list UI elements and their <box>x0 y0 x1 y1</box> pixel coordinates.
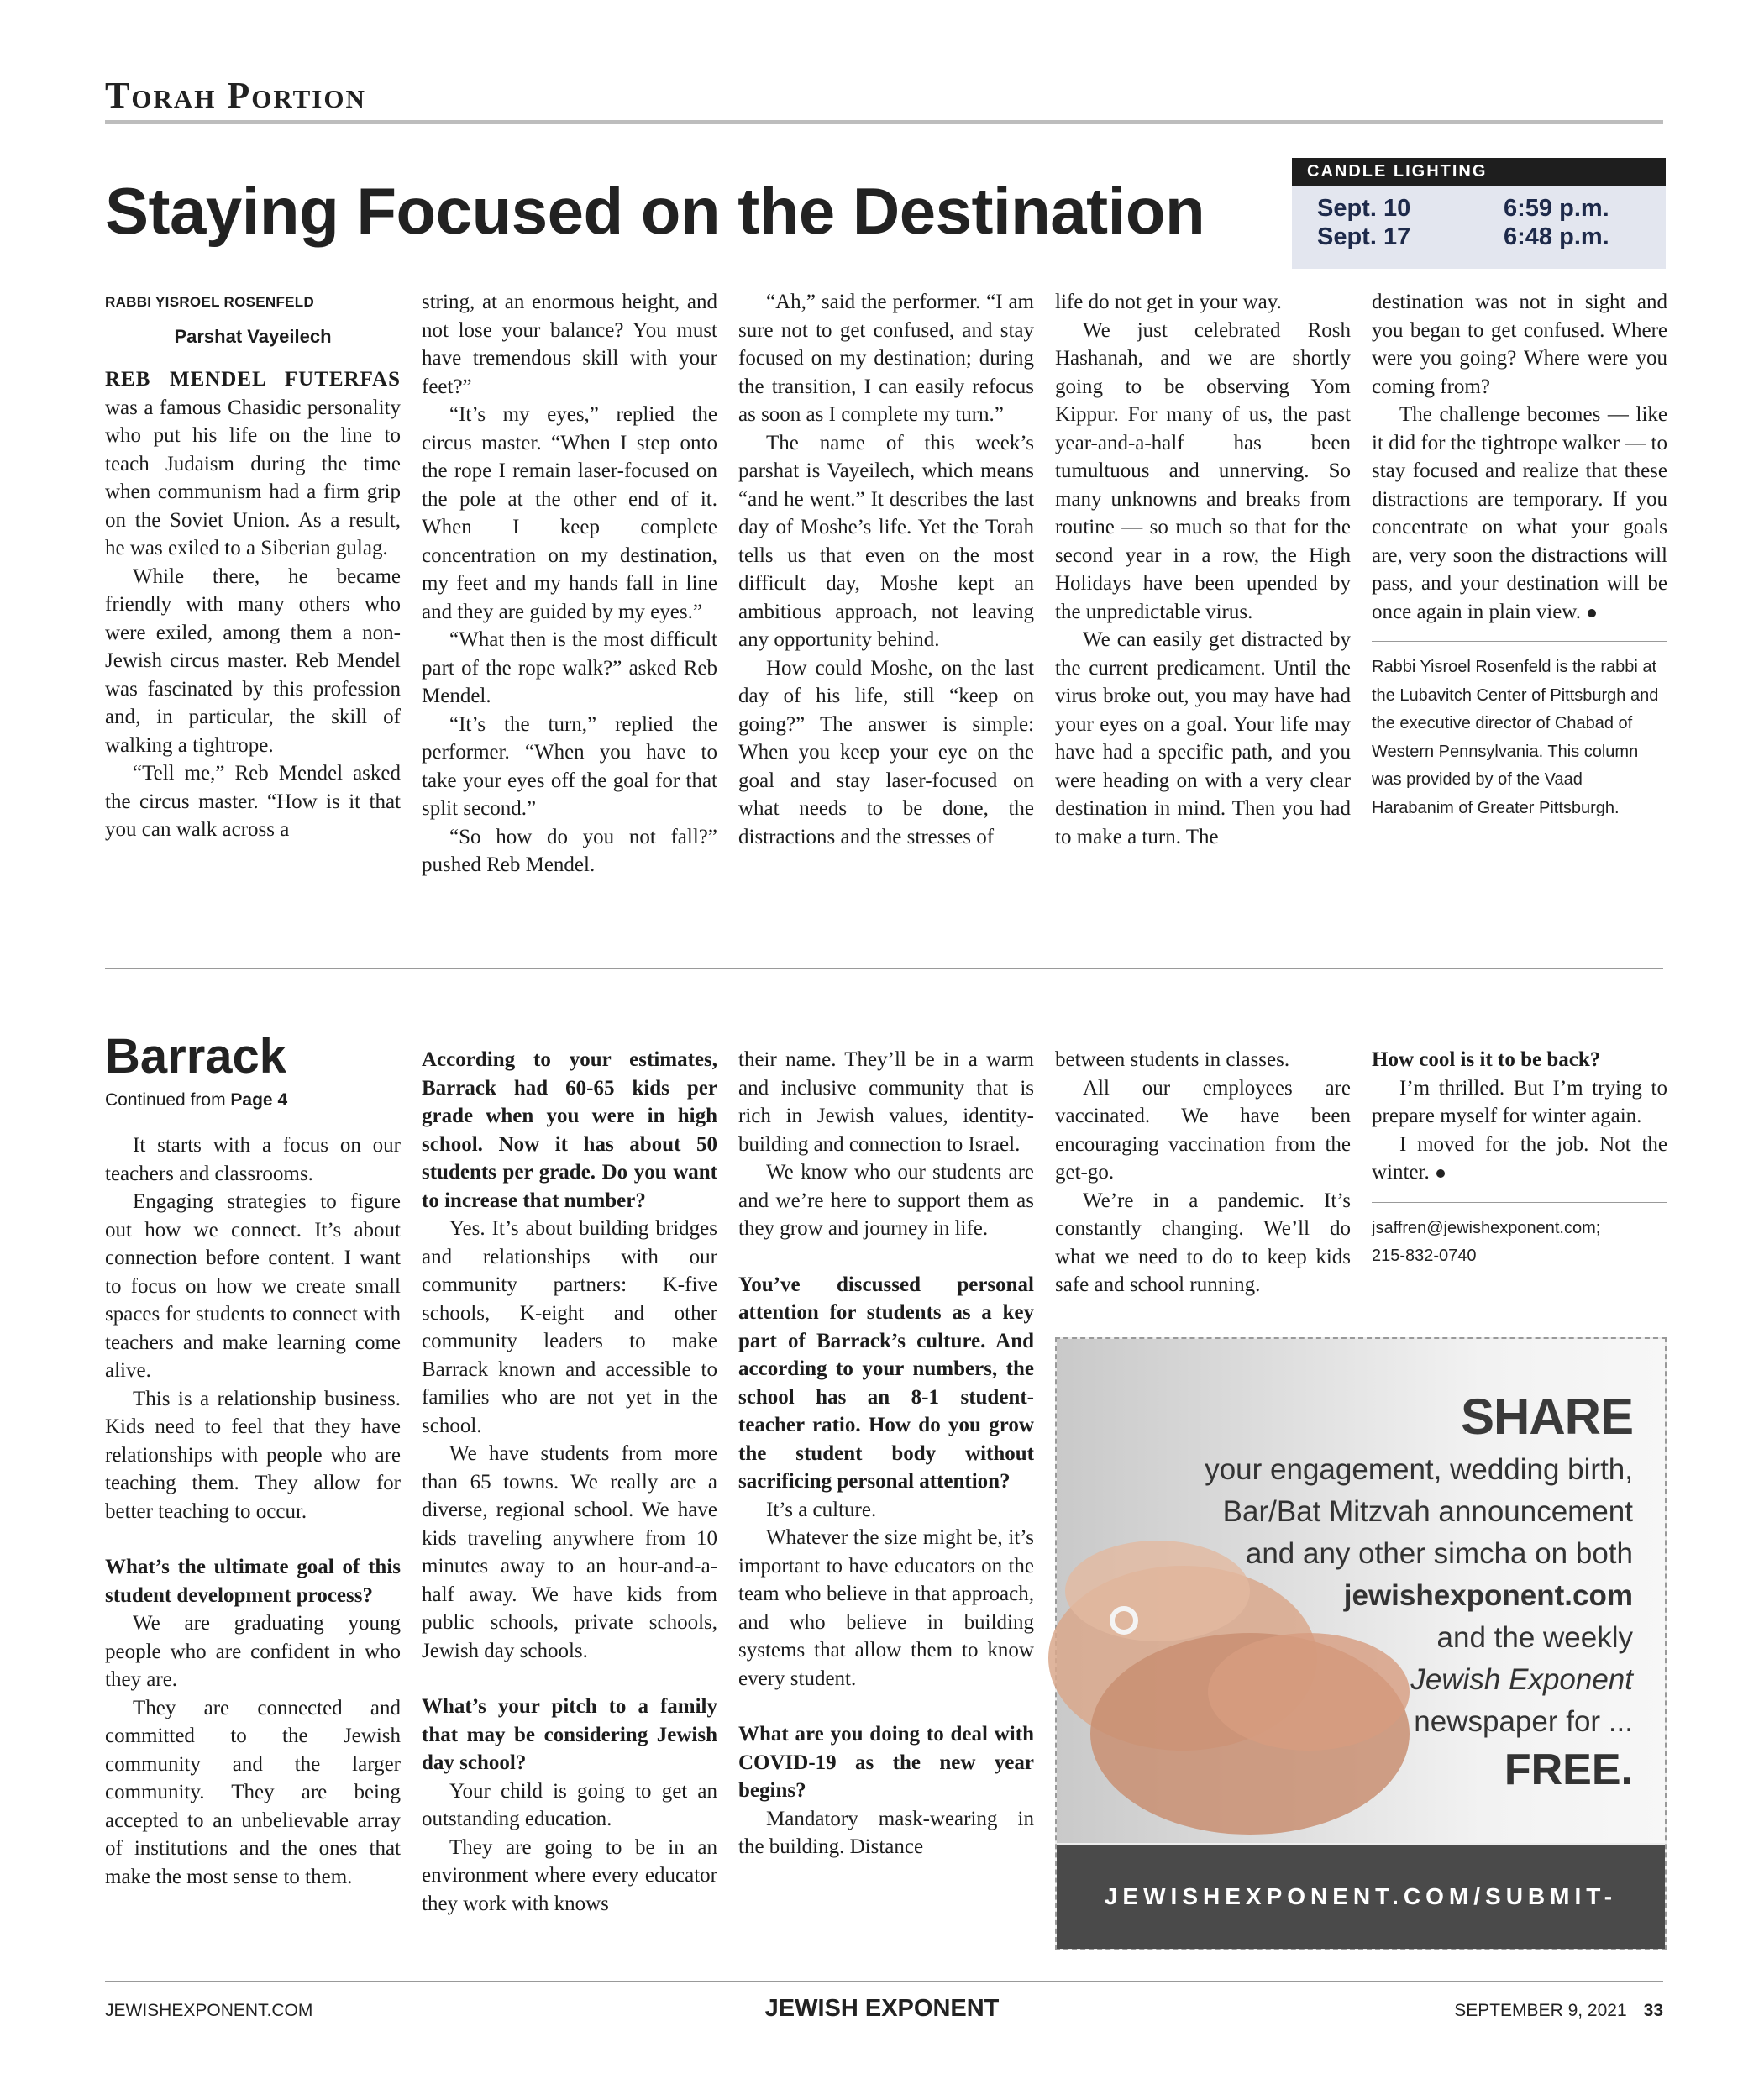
ad-line: and any other simcha on both <box>1245 1537 1633 1570</box>
barrack-column-4 <box>1055 1046 1351 1299</box>
candle-time: 6:59 p.m. <box>1504 195 1609 222</box>
ad-line: and the weekly <box>1436 1621 1633 1654</box>
paragraph: Yes. It’s about building bridges and relationships with our community partners: K-five schools, K-eight and other community leaders to make Barrack known and accessible to families who are not yet in the school. <box>422 1217 717 1437</box>
paragraph: We have students from more than 65 towns. We really are a diverse, regional school. We have kids traveling anywhere from 10 minutes away to an hour-and-a-half away. We have kids from public schools, private schools, Jewish day schools. <box>422 1442 717 1662</box>
ad-url-link[interactable]: JEWISHEXPONENT.COM/SUBMIT-MAZEL-TOV <box>1057 1845 1665 1949</box>
candle-row <box>1292 223 1666 251</box>
torah-column-3 <box>738 288 1034 851</box>
section-label: Torah Portion <box>105 75 366 116</box>
paragraph: their name. They’ll be in a warm and inclusive community that is rich in Jewish values, identity-building and connection to Israel. <box>738 1048 1034 1156</box>
contact-divider <box>1372 1202 1667 1203</box>
continued-page: Page 4 <box>230 1090 288 1110</box>
paragraph: We just celebrated Rosh Hashanah, and we are shortly going to be observing Yom Kippur. For many of us, the past year-and-a-half has been tumultuous and unnerving. So many unknowns and breaks from routine — so much so that for the second year in a row, the High Holidays have been upended by the unpredictable virus. <box>1055 318 1351 623</box>
paragraph: I’m thrilled. But I’m trying to prepare myself for winter again. <box>1372 1076 1667 1127</box>
paragraph: “So how do you not fall?” pushed Reb Mendel. <box>422 825 717 876</box>
paragraph: We can easily get distracted by the current predicament. Until the virus broke out, you may have had your eyes on a goal. Your life may have had a specific path, and you were heading on with a very clear destination in mind. Then you had to make a turn. The <box>1055 628 1351 848</box>
footer-date: SEPTEMBER 9, 2021 <box>1454 2001 1627 2020</box>
barrack-column-3 <box>738 1046 1034 1861</box>
end-bullet-icon <box>1588 609 1596 617</box>
paragraph: “Tell me,” Reb Mendel asked the circus master. “How is it that you can walk across a <box>105 762 401 841</box>
paragraph: How could Moshe, on the last day of his life, still “keep on going?” The answer is simple: When you keep your eye on the goal and stay laser-focused on what needs to be done, the distractions and the stresses of <box>738 656 1034 848</box>
paragraph: “Ah,” said the performer. “I am sure not to get confused, and stay focused on my destination; during the transition, I can easily refocus as soon as I complete my turn.” <box>738 291 1034 426</box>
section-divider <box>105 120 1663 124</box>
paragraph: It starts with a focus on our teachers and classrooms. <box>105 1134 401 1185</box>
paragraph: We’re in a pandemic. It’s constantly changing. We’ll do what we need to do to keep kids safe and school running. <box>1055 1189 1351 1296</box>
ad-copy <box>1205 1385 1633 1797</box>
byline: RABBI YISROEL ROSENFELD <box>105 294 315 310</box>
footer-divider <box>105 1981 1663 1982</box>
ad-line: Bar/Bat Mitzvah announcement <box>1222 1495 1633 1528</box>
paragraph: All our employees are vaccinated. We have been encouraging vaccination from the get-go. <box>1055 1076 1351 1184</box>
ad-paper: Jewish Exponent <box>1410 1663 1633 1696</box>
candle-date: Sept. 17 <box>1317 223 1411 250</box>
lead-name: REB MENDEL FUTERFAS <box>105 368 401 391</box>
paragraph: Your child is going to get an outstanding education. <box>422 1779 717 1830</box>
paragraph: string, at an enormous height, and not lose your balance? You must have tremendous skill with your feet?” <box>422 291 717 398</box>
candle-lighting-box <box>1292 158 1666 269</box>
ad-free: FREE. <box>1504 1746 1633 1794</box>
paragraph: Engaging strategies to figure out how we connect. It’s about connection before content. I want to focus on how we create small spaces for students to connect with teachers and make learning come alive. <box>105 1190 401 1382</box>
interview-question: You’ve discussed personal attention for students as a key part of Barrack’s culture. And according to your numbers, the school has an 8-1 student-teacher ratio. How do you grow the student body without sacrificing personal attention? <box>738 1273 1034 1493</box>
bio-divider <box>1372 641 1667 642</box>
candle-lighting-heading: CANDLE LIGHTING <box>1292 158 1666 186</box>
paragraph: “What then is the most difficult part of the rope walk?” asked Reb Mendel. <box>422 628 717 707</box>
barrack-title: Barrack <box>105 1029 287 1084</box>
footer-website: JEWISHEXPONENT.COM <box>105 2001 313 2020</box>
candle-time: 6:48 p.m. <box>1504 223 1609 250</box>
candle-row <box>1292 194 1666 223</box>
author-bio: Rabbi Yisroel Rosenfeld is the rabbi at the Lubavitch Center of Pittsburgh and the executive director of Chabad of Western Pennsylvania. This column was provided by of the Vaad Harabanim of Greater Pittsburgh. <box>1372 658 1659 817</box>
barrack-column-5 <box>1372 1046 1667 1271</box>
paragraph: The challenge becomes — like it did for the tightrope walker — to stay focused and realize that these distractions are temporary. If you concentrate on what your goals are, very soon the distractions will pass, and your destination will be once again in plain view. <box>1372 403 1668 623</box>
parsha-name: Parshat Vayeilech <box>174 326 332 347</box>
paragraph: “It’s my eyes,” replied the circus master. “When I step onto the rope I remain laser-focused on the pole at the other end of it. When I keep complete concentration on my destination, my feet and my hands fall in line and they are guided by my eyes.” <box>422 403 717 623</box>
torah-column-1 <box>105 288 401 844</box>
paragraph: Mandatory mask-wearing in the building. Distance <box>738 1807 1034 1858</box>
candle-date: Sept. 10 <box>1317 195 1411 222</box>
paragraph: life do not get in your way. <box>1055 291 1282 313</box>
ad-site: jewishexponent.com <box>1343 1579 1633 1612</box>
torah-column-2 <box>422 288 717 879</box>
paragraph: between students in classes. <box>1055 1048 1290 1071</box>
interview-question: How cool is it to be back? <box>1372 1048 1601 1071</box>
paragraph: While there, he became friendly with many others who were exiled, among them a non-Jewish circus master. Reb Mendel was fascinated by this profession and, in particular, the skill of walking a tightrope. <box>105 564 401 757</box>
paragraph: They are going to be in an environment where every educator they work with knows <box>422 1835 717 1915</box>
footer-masthead: JEWISH EXPONENT <box>764 1995 1000 2022</box>
contact-email: jsaffren@jewishexponent.com; <box>1372 1218 1601 1237</box>
paragraph: was a famous Chasidic personality who put his life on the line to teach Judaism during the time when communism had a firm grip on the Soviet Union. As a result, he was exiled to a Siberian gulag. <box>105 396 401 559</box>
paragraph: This is a relationship business. Kids need to feel that they have relationships with people who are teaching them. They allow for better teaching to occur. <box>105 1387 401 1523</box>
article-divider <box>105 968 1663 969</box>
paragraph: We know who our students are and we’re here to support them as they grow and journey in life. <box>738 1161 1034 1240</box>
paragraph: It’s a culture. <box>766 1498 877 1521</box>
paragraph: I moved for the job. Not the winter. <box>1372 1132 1667 1184</box>
paragraph: Whatever the size might be, it’s important to have educators on the team who believe in that approach, and who believe in building systems that allow them to know every student. <box>738 1526 1034 1690</box>
interview-question: What’s your pitch to a family that may be considering Jewish day school? <box>422 1695 717 1774</box>
continued-from: Continued from Page 4 <box>105 1090 288 1110</box>
torah-column-5 <box>1372 288 1667 822</box>
ad-share: SHARE <box>1460 1389 1633 1445</box>
paragraph: The name of this week’s parshat is Vayeilech, which means “and he went.” It describes the last day of Moshe’s life. Yet the Torah tells us that even on the most difficult day, Moshe kept an ambitious approach, not leaving any opportunity behind. <box>738 431 1034 651</box>
end-bullet-icon <box>1436 1169 1445 1178</box>
headline: Staying Focused on the Destination <box>105 174 1205 248</box>
interview-question: What are you doing to deal with COVID-19 as the new year begins? <box>738 1723 1034 1802</box>
torah-column-4 <box>1055 288 1351 851</box>
interview-question: What’s the ultimate goal of this student development process? <box>105 1556 401 1607</box>
paragraph: “It’s the turn,” replied the performer. “When you have to take your eyes off the goal for that split second.” <box>422 712 717 820</box>
paragraph: We are graduating young people who are confident in who they are. <box>105 1612 401 1691</box>
footer-date-page <box>1454 2001 1663 2021</box>
barrack-column-2 <box>422 1046 717 1918</box>
contact-phone: 215-832-0740 <box>1372 1247 1477 1265</box>
ad-line: your engagement, wedding birth, <box>1205 1453 1633 1486</box>
interview-question: According to your estimates, Barrack had 60-65 kids per grade when you were in high school. Now it has about 50 students per grade. Do you want to increase that number? <box>422 1048 717 1212</box>
paragraph: destination was not in sight and you began to get confused. Where were you going? Where were you coming from? <box>1372 291 1667 398</box>
barrack-column-1 <box>105 1029 401 1891</box>
ad-line: newspaper for ... <box>1414 1705 1633 1738</box>
paragraph: They are connected and committed to the Jewish community and the larger community. They are being accepted to an unbelievable array of institutions and the ones that make the most sense to them. <box>105 1696 401 1888</box>
page-number: 33 <box>1643 2001 1663 2020</box>
